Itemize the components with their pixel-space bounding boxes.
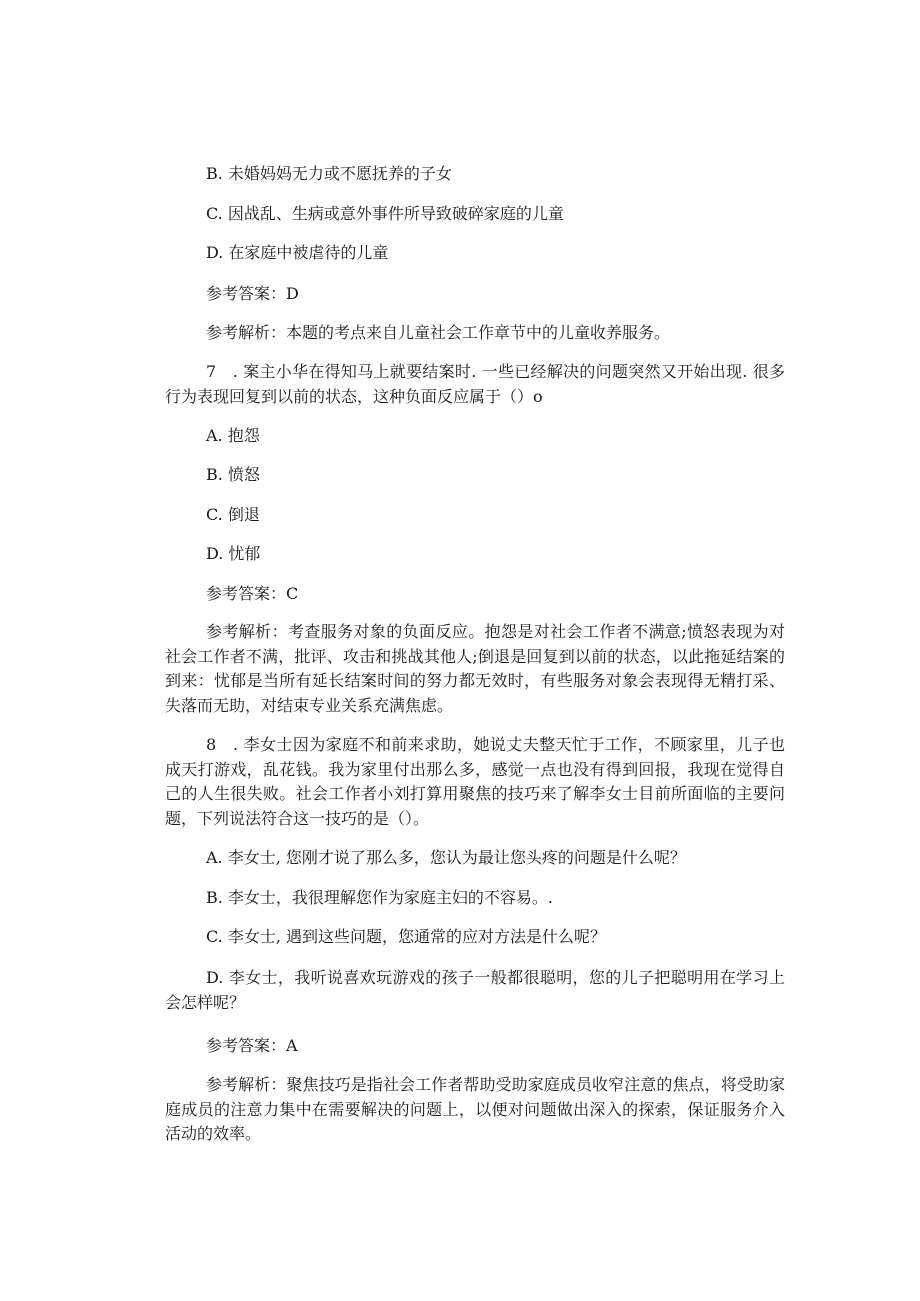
q8-analysis: 参考解析：聚焦技巧是指社会工作者帮助受助家庭成员收窄注意的焦点，将受助家庭成员的注意力集中在需要解决的问题上，以便对问题做出深入的探索，保证服务介入活动的效率。 <box>165 1075 785 1143</box>
q7-option-b: B. 愤怒 <box>206 465 260 484</box>
q8-option-d: D. 李女士，我听说喜欢玩游戏的孩子一般都很聪明，您的儿子把聪明用在学习上会怎样呢？ <box>165 968 785 1012</box>
q6-option-d: D. 在家庭中被虐待的儿童 <box>206 243 389 262</box>
q8-option-c: C. 李女士, 遇到这些问题，您通常的应对方法是什么呢？ <box>206 927 607 946</box>
q6-answer: 参考答案：D <box>206 284 299 303</box>
q8-question: 8 . 李女士因为家庭不和前来求助，她说丈夫整天忙于工作，不顾家里，儿子也成天打游戏，乱花钱。我为家里付出那么多，感觉一点也没有得到回报，我现在觉得自己的人生很失败。社会工作者小刘打算用聚焦的技巧来了解李女士目前所面临的主要问题，下列说法符合这一技巧的是（）。 <box>165 735 785 828</box>
q7-option-d: D. 忧郁 <box>206 544 261 563</box>
q6-option-c: C. 因战乱、生病或意外事件所导致破碎家庭的儿童 <box>206 204 564 223</box>
q8-option-a: A. 李女士, 您刚才说了那么多，您认为最让您头疼的问题是什么呢？ <box>206 848 686 867</box>
q7-analysis: 参考解析：考查服务对象的负面反应。抱怨是对社会工作者不满意;愤怒表现为对社会工作者不满，批评、攻击和挑战其他人;倒退是回复到以前的状态，以此拖延结案的到来：忧郁是当所有延长结案时间的努力都无效时，有些服务对象会表现得无精打采、失落而无助，对结束专业关系充满焦虑。 <box>165 622 785 715</box>
q7-answer: 参考答案：C <box>206 584 299 603</box>
q8-answer: 参考答案：A <box>206 1036 298 1055</box>
q8-option-b: B. 李女士，我很理解您作为家庭主妇的不容易。. <box>206 888 554 907</box>
q7-option-a: A. 抱怨 <box>206 426 260 445</box>
q6-option-b: B. 未婚妈妈无力或不愿抚养的子女 <box>206 164 452 183</box>
q7-question: 7 . 案主小华在得知马上就要结案时. 一些已经解决的问题突然又开始出现. 很多行为表现回复到以前的状态，这种负面反应属于（）o <box>165 362 785 406</box>
q6-analysis: 参考解析：本题的考点来自儿童社会工作章节中的儿童收养服务。 <box>206 323 671 342</box>
q7-option-c: C. 倒退 <box>206 505 260 524</box>
